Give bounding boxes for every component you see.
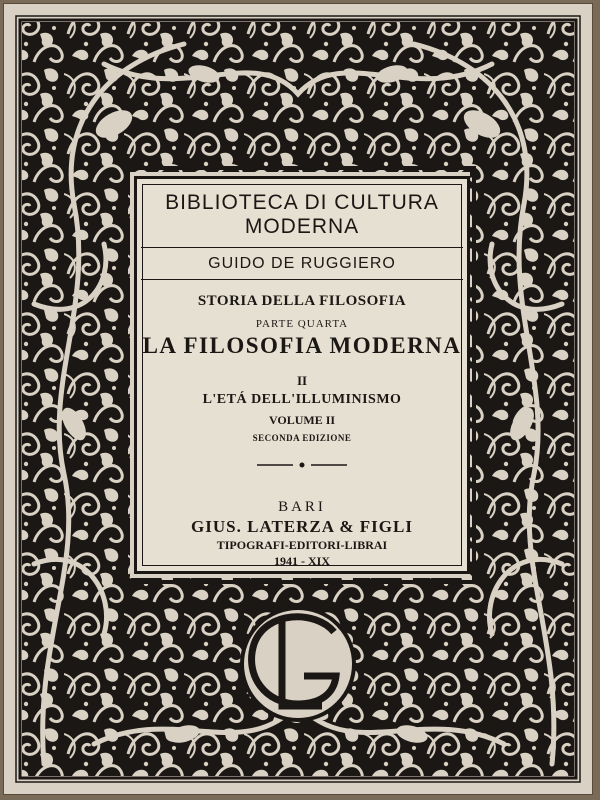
work-title: STORIA DELLA FILOSOFIA [197, 293, 407, 309]
section-number: II [296, 373, 308, 388]
divider [141, 247, 463, 248]
edition-label: SECONDA EDIZIONE [252, 433, 352, 443]
series-line-1: BIBLIOTECA DI CULTURA [165, 191, 439, 214]
part-title: LA FILOSOFIA MODERNA [142, 333, 462, 358]
volume-label: VOLUME II [268, 413, 336, 427]
publisher-city: BARI [278, 499, 326, 515]
publisher-name: GIUS. LATERZA & FIGLI [191, 517, 413, 536]
series-title [147, 191, 457, 239]
small-rule-ornament [257, 461, 347, 469]
part-label: PARTE QUARTA [255, 318, 349, 330]
author-name: GUIDO DE RUGGIERO [208, 255, 396, 272]
series-line-2: MODERNA [244, 215, 360, 238]
section-title: L'ETÁ DELL'ILLUMINISMO [202, 392, 402, 407]
gl-monogram-logo [242, 608, 354, 720]
publication-year: 1941 - XIX [274, 554, 330, 568]
book-cover [4, 4, 592, 794]
divider [141, 279, 463, 280]
title-panel [134, 176, 470, 574]
publisher-role: TIPOGRAFI-EDITORI-LIBRAI [216, 538, 388, 552]
